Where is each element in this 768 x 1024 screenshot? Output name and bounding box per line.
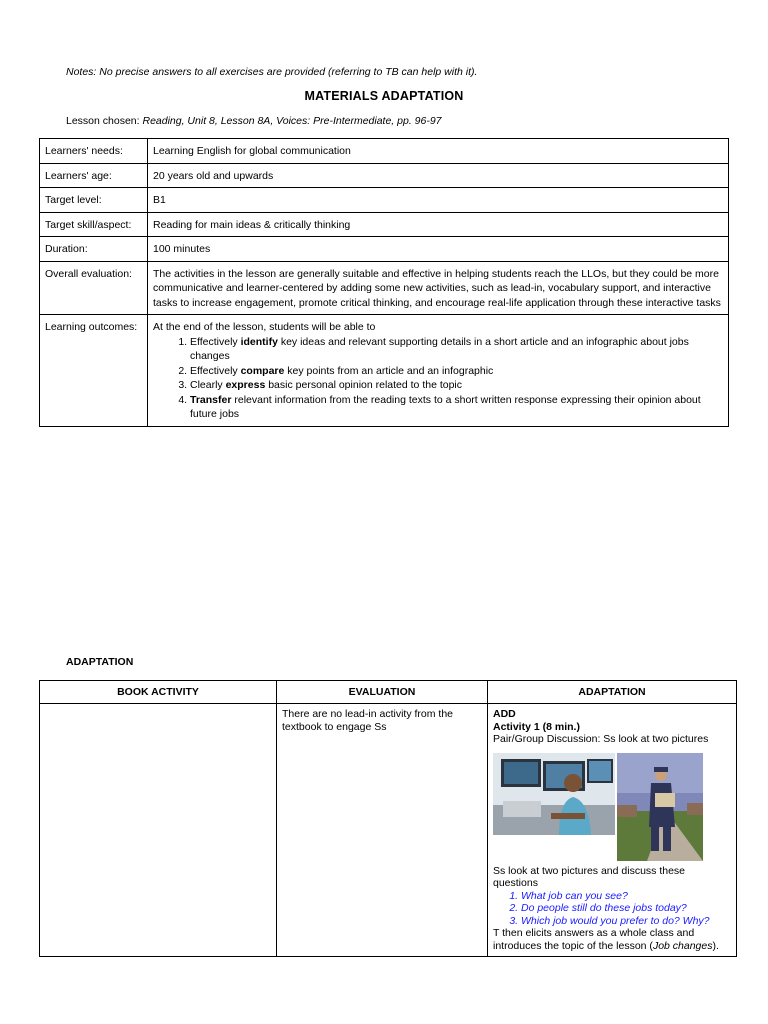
table-row (40, 261, 729, 315)
activity-closing (493, 927, 731, 952)
column-header: EVALUATION (277, 681, 488, 704)
outcome-text: key ideas and relevant supporting details in a short article and an infographic about jobs changes (190, 335, 689, 362)
programmer-photo (493, 753, 615, 835)
list-item (190, 378, 723, 393)
info-value: Reading for main ideas & critically thinking (148, 212, 729, 237)
table-row (40, 139, 729, 164)
info-key: Target skill/aspect: (40, 212, 148, 237)
column-header: ADAPTATION (488, 681, 737, 704)
evaluation-cell: There are no lead-in activity from the textbook to engage Ss (277, 704, 488, 957)
outcome-verb: express (225, 379, 266, 391)
list-item (190, 393, 723, 422)
table-row (40, 163, 729, 188)
lesson-label: Lesson chosen: (66, 115, 140, 127)
info-key: Learners' needs: (40, 139, 148, 164)
table-row (40, 704, 737, 957)
info-key: Overall evaluation: (40, 261, 148, 315)
outcome-text: key points from an article and an infographic (284, 364, 494, 377)
info-value: 20 years old and upwards (148, 163, 729, 188)
lesson-chosen (66, 115, 442, 127)
info-value: The activities in the lesson are generally suitable and effective in helping students reach the LLOs, but they could be more communicative and learner-centered by adding some new activities, such as lead-in, vocabulary support, and interactive tasks to increase engagement, promote critical thinking, and encourage real-life application through these interactive tasks (148, 261, 729, 315)
list-item (190, 335, 723, 364)
outcome-verb: identify (240, 335, 278, 348)
outcomes-intro: At the end of the lesson, students will be able to (153, 321, 376, 333)
lesson-info-table (39, 138, 729, 427)
info-key: Duration: (40, 237, 148, 262)
add-label: ADD (493, 708, 516, 720)
info-key: Target level: (40, 188, 148, 213)
table-row (40, 212, 729, 237)
info-key: Learning outcomes: (40, 315, 148, 427)
table-header-row (40, 681, 737, 704)
activity-title: Activity 1 (8 min.) (493, 720, 580, 733)
closing-text: ). (712, 939, 719, 952)
outcomes-list (153, 335, 723, 422)
postman-photo (617, 753, 703, 861)
outcome-verb: compare (240, 364, 285, 377)
adaptation-table (39, 680, 737, 957)
question-list (493, 890, 731, 928)
list-item: 1. What job can you see? (521, 890, 731, 903)
lesson-value: Reading, Unit 8, Lesson 8A, Voices: Pre-Intermediate, pp. 96-97 (142, 115, 442, 127)
table-row (40, 237, 729, 262)
info-key: Learners' age: (40, 163, 148, 188)
info-value: Learning English for global communication (148, 139, 729, 164)
book-activity-cell (40, 704, 277, 957)
list-item: 3. Which job would you prefer to do? Why? (521, 915, 731, 928)
outcome-text: Effectively (190, 335, 241, 348)
activity-description: Pair/Group Discussion: Ss look at two pictures (493, 733, 709, 745)
closing-text: T then elicits answers as a whole class and introduces the topic of the lesson ( (493, 927, 695, 952)
closing-topic: Job changes (652, 939, 713, 952)
list-item (190, 364, 723, 379)
outcome-verb: Transfer (190, 393, 232, 406)
section-heading: ADAPTATION (66, 656, 134, 668)
table-row (40, 188, 729, 213)
outcome-text: relevant information from the reading texts to a short written response expressing their opinion about future jobs (190, 393, 701, 420)
outcome-text: basic personal opinion related to the topic (265, 379, 463, 391)
outcome-text: Clearly (190, 379, 226, 391)
outcomes-cell (148, 315, 729, 427)
list-item: 2. Do people still do these jobs today? (521, 902, 731, 915)
outcome-text: Effectively (190, 364, 241, 377)
activity-pictures (493, 753, 731, 861)
adaptation-cell (488, 704, 737, 957)
column-header: BOOK ACTIVITY (40, 681, 277, 704)
info-value: 100 minutes (148, 237, 729, 262)
activity-instructions: Ss look at two pictures and discuss these questions (493, 864, 686, 889)
notes-line: Notes: No precise answers to all exercises are provided (referring to TB can help with it). (66, 66, 478, 78)
info-value: B1 (148, 188, 729, 213)
table-row (40, 315, 729, 427)
page-title: MATERIALS ADAPTATION (304, 89, 464, 103)
